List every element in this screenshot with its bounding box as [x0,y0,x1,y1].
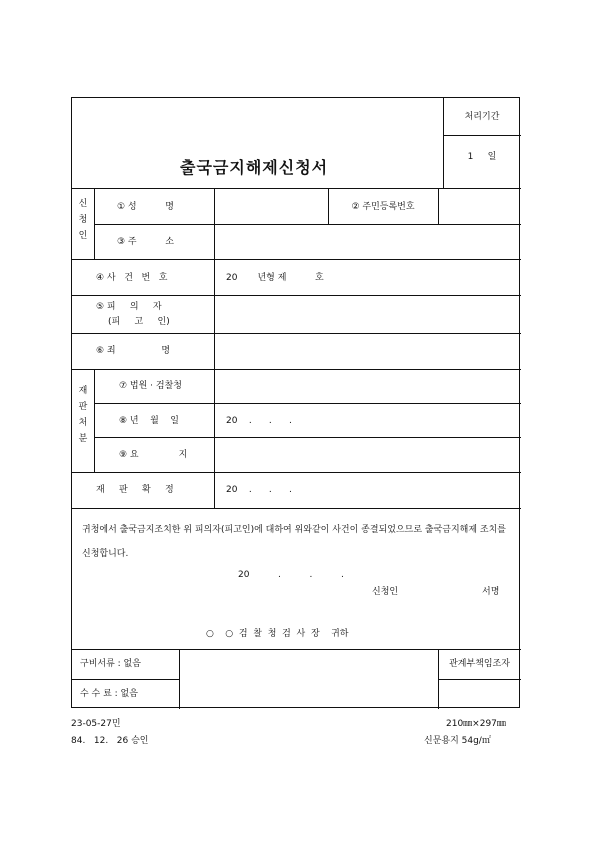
trial-date-label: ⑧ 년 월 일 [119,416,179,426]
trial-section-label: 재판처분 [78,386,88,444]
approval-date: 84. 12. 26 승인 [71,736,149,746]
required-documents-label: 구비서류 : 없음 [80,659,141,669]
statement-date: 20 . . . [238,570,344,580]
divider [438,188,439,224]
address-label: ③ 주 소 [117,237,174,247]
divider [214,369,215,508]
paper-type: 신문용지 54g/㎡ [424,736,491,746]
divider [179,649,180,709]
divider [94,369,95,472]
divider [438,679,521,680]
applicant-signature-label: 신청인 [372,587,399,597]
form-number: 23-05-27민 [71,719,121,729]
signature-label: 서명 [482,587,500,597]
applicant-section-label: 신청인 [78,199,88,241]
court-label: ⑦ 법원 · 검찰청 [119,381,182,391]
divider [214,259,215,369]
case-number-label: ④ 사 건 번 호 [96,273,168,283]
summary-label: ⑨ 요 지 [119,450,188,460]
related-department-label: 관계부책임조자 [449,659,510,669]
divider [72,508,521,509]
paper-size: 210㎜×297㎜ [446,719,506,729]
divider [72,295,521,296]
rrn-label: ② 주민등록번호 [351,202,415,212]
judgment-label: 재 판 확 정 [96,485,174,495]
recipient-line: ○ ○ 검 찰 청 검 사 장 귀하 [206,629,349,639]
divider [443,135,521,136]
divider [72,679,179,680]
divider [72,188,521,189]
processing-period-value: 1 일 [467,152,497,162]
divider [72,472,521,473]
judgment-date-field[interactable]: 20 . . . [226,485,292,495]
processing-period-label: 처리기간 [464,112,500,122]
divider [94,437,521,438]
fee-label: 수 수 료 : 없음 [80,689,138,699]
divider [72,333,521,334]
divider [72,259,521,260]
divider [94,403,521,404]
case-number-field[interactable]: 20 년형 제 호 [226,273,324,283]
name-label: ① 성 명 [117,202,174,212]
defendant-label: (피 고 인) [108,317,170,327]
form-frame [71,97,520,708]
divider [94,224,521,225]
request-statement: 귀청에서 출국금지조치한 위 피의자(피고인)에 대하여 위와같이 사건이 종결되었으므로 출국금지해제 조치를 신청합니다. [82,525,507,559]
trial-date-field[interactable]: 20 . . . [226,416,292,426]
divider [72,649,521,650]
suspect-label: ⑤ 피 의 자 [96,302,162,312]
divider [72,369,521,370]
form-title: 출국금지해제신청서 [180,158,329,177]
offense-label: ⑥ 죄 명 [96,346,171,356]
